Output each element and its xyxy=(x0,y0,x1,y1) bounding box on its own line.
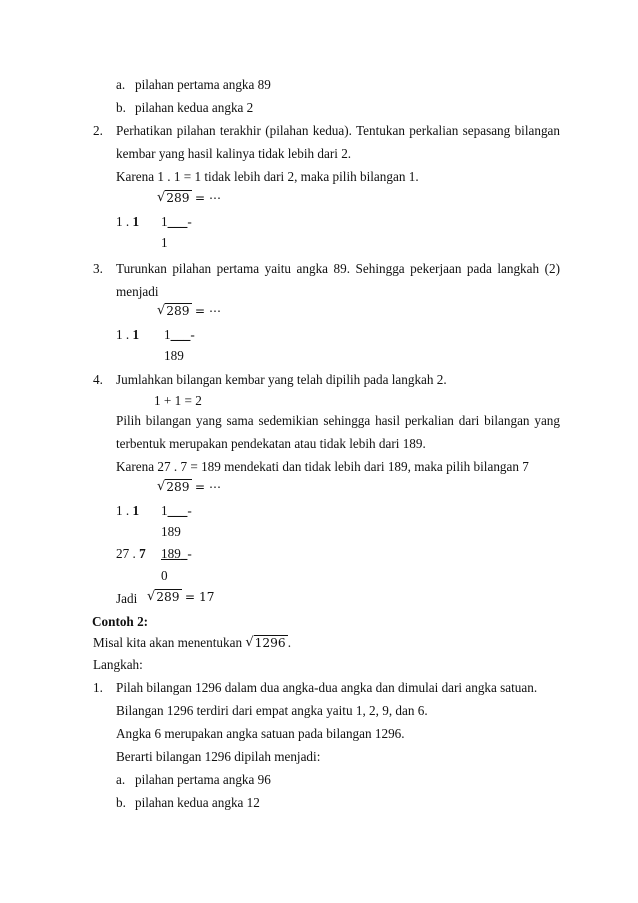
paragraph-line: Angka 6 merupakan angka satuan pada bilangan 1296. xyxy=(116,726,405,741)
radical-sign: √ xyxy=(157,303,166,318)
radical-sign: √ xyxy=(147,589,156,604)
radical-sign: √ xyxy=(157,190,166,205)
multiplier-label: 27 . 7 xyxy=(116,546,146,561)
step-number: 1. xyxy=(93,680,103,695)
list-item-text: pilahan pertama angka 89 xyxy=(135,77,271,92)
sqrt-expression xyxy=(147,589,214,605)
step-number: 3. xyxy=(93,261,103,276)
subtraction-row: 1___- xyxy=(161,503,192,518)
equation-rhs: = ⋯ xyxy=(194,480,222,494)
radicand: 289 xyxy=(166,191,190,205)
list-item-text: pilahan pertama angka 96 xyxy=(135,772,271,787)
langkah-label: Langkah: xyxy=(93,657,143,672)
paragraph-line: Turunkan pilahan pertama yaitu angka 89. Sehingga pekerjaan pada langkah (2) xyxy=(116,261,560,276)
remainder-value: 189 xyxy=(164,348,184,363)
paragraph-line: menjadi xyxy=(116,284,159,299)
step-number: 2. xyxy=(93,123,103,138)
list-item-text: pilahan kedua angka 12 xyxy=(135,795,260,810)
paragraph-line: Berarti bilangan 1296 dipilah menjadi: xyxy=(116,749,321,764)
intro-line: Misal kita akan menentukan √ 1296 . xyxy=(93,635,291,650)
radicand: 289 xyxy=(156,590,180,604)
sqrt-expression xyxy=(157,190,221,206)
paragraph-line: Karena 1 . 1 = 1 tidak lebih dari 2, maka pilih bilangan 1. xyxy=(116,169,419,184)
remainder-value: 189 xyxy=(161,524,181,539)
paragraph-line: Pilah bilangan 1296 dalam dua angka-dua angka dan dimulai dari angka satuan. xyxy=(116,680,538,695)
multiplier-label: 1 . 1 xyxy=(116,503,140,518)
paragraph-line: Jumlahkan bilangan kembar yang telah dipilih pada langkah 2. xyxy=(116,372,447,387)
list-marker-a: a. xyxy=(116,772,126,787)
list-marker-b: b. xyxy=(116,795,126,810)
multiplier-label: 1 . 1 xyxy=(116,327,140,342)
paragraph-line: terbentuk merupakan pendekatan atau tidak lebih dari 189. xyxy=(116,436,426,451)
list-marker-b: b. xyxy=(116,100,126,115)
paragraph-line: Karena 27 . 7 = 189 mendekati dan tidak lebih dari 189, maka pilih bilangan 7 xyxy=(116,459,529,474)
step-number: 4. xyxy=(93,372,103,387)
radicand: 1296 xyxy=(254,636,286,650)
list-item-text: pilahan kedua angka 2 xyxy=(135,100,254,115)
list-marker-a: a. xyxy=(116,77,126,92)
sum-line: 1 + 1 = 2 xyxy=(154,393,202,408)
paragraph-line: Bilangan 1296 terdiri dari empat angka yaitu 1, 2, 9, dan 6. xyxy=(116,703,428,718)
sqrt-expression xyxy=(157,479,221,495)
remainder-value: 0 xyxy=(161,568,168,583)
equation-rhs: = 17 xyxy=(184,590,215,604)
sqrt-expression xyxy=(157,303,221,319)
equation-rhs: = ⋯ xyxy=(194,191,222,205)
radicand: 289 xyxy=(166,480,190,494)
section-heading: Contoh 2: xyxy=(92,614,149,629)
paragraph-line: Perhatikan pilahan terakhir (pilahan kedua). Tentukan perkalian sepasang bilangan xyxy=(116,123,560,138)
conclusion-label: Jadi xyxy=(116,591,138,606)
radical-sign: √ xyxy=(245,635,254,650)
remainder-value: 1 xyxy=(161,235,168,250)
subtraction-row: 1___- xyxy=(164,327,195,342)
radical-sign: √ xyxy=(157,479,166,494)
paragraph-line: Pilih bilangan yang sama sedemikian sehingga hasil perkalian dari bilangan yang xyxy=(116,413,560,428)
paragraph-line: kembar yang hasil kalinya tidak lebih dari 2. xyxy=(116,146,352,161)
equation-rhs: = ⋯ xyxy=(194,304,222,318)
subtraction-row: 189_- xyxy=(161,546,192,561)
subtraction-row: 1___- xyxy=(161,214,192,229)
radicand: 289 xyxy=(166,304,190,318)
sqrt-expression xyxy=(245,635,287,651)
multiplier-label: 1 . 1 xyxy=(116,214,140,229)
